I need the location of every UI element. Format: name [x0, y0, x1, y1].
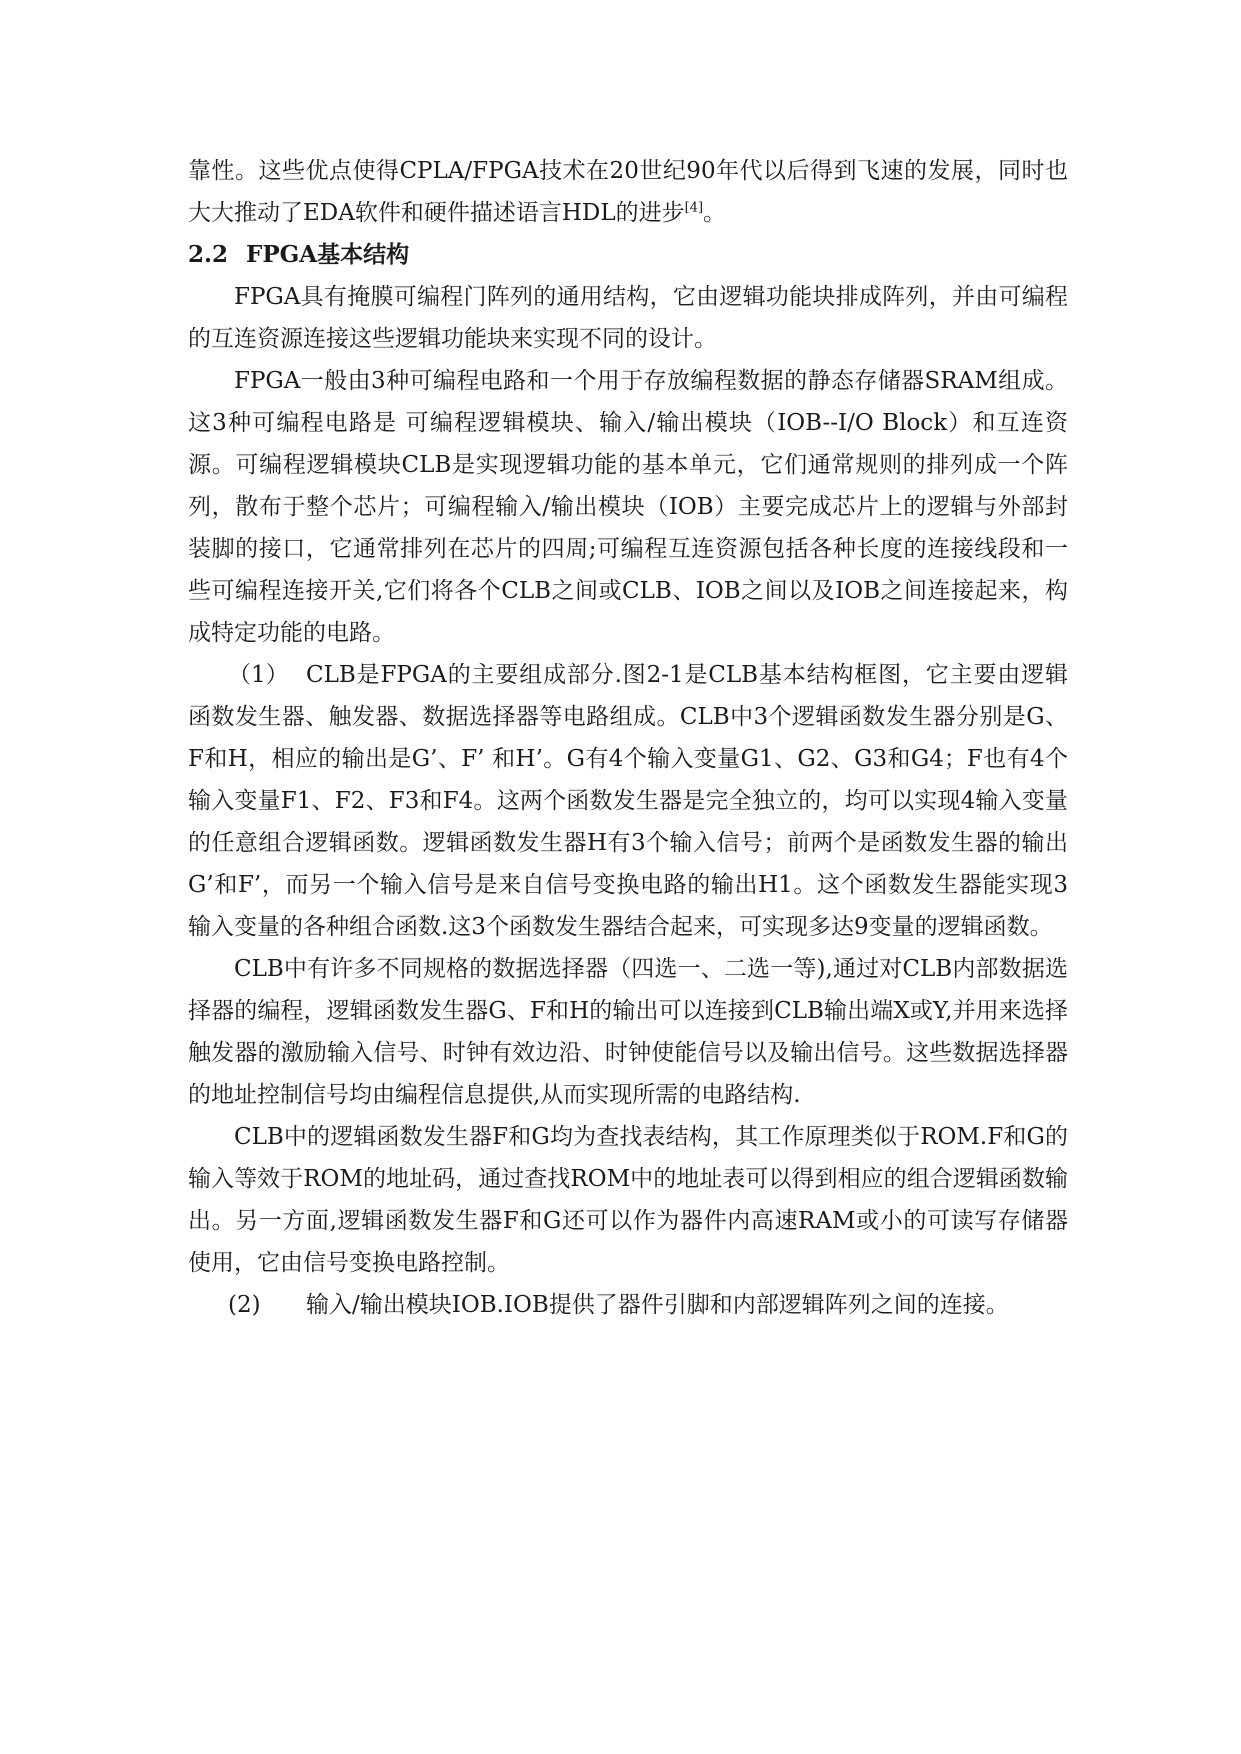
list-item-number: （1） — [228, 662, 289, 688]
paragraph-data-selectors: CLB中有许多不同规格的数据选择器（四选一、二选一等),通过对CLB内部数据选择器的编程，逻辑函数发生器G、F和H的输出可以连接到CLB输出端X或Y,并用来选择触发器的激励输入信号、时钟有效边沿、时钟使能信号以及输出信号。这些数据选择器的地址控制信号均由编程信息提供,从而实现所需的电路结构. — [188, 956, 1068, 1108]
section-number: 2.2 — [188, 241, 229, 268]
paragraph-fpga-components: FPGA一般由3种可编程电路和一个用于存放编程数据的静态存储器SRAM组成。这3种可编程电路是 可编程逻辑模块、输入/输出模块（IOB--I/O Block）和互连资源。可编程逻辑模块CLB是实现逻辑功能的基本单元，它们通常规则的排列成一个阵列，散布于整个芯片；可编程输入/输出模块（IOB）主要完成芯片上的逻辑与外部封装脚的接口，它通常排列在芯片的四周;可编程互连资源包括各种长度的连接线段和一些可编程连接开关,它们将各个CLB之间或CLB、IOB之间以及IOB之间连接起来，构成特定功能的电路。 — [188, 368, 1068, 646]
paragraph-text: 靠性。这些优点使得CPLA/FPGA技术在20世纪90年代以后得到飞速的发展，同时也大大推动了EDA软件和硬件描述语言HDL的进步 — [188, 158, 1068, 226]
paragraph-tail: 。 — [703, 200, 727, 226]
list-item-iob — [188, 1284, 1068, 1326]
list-item-text: CLB是FPGA的主要组成部分.图2-1是CLB基本结构框图，它主要由逻辑函数发生器、触发器、数据选择器等电路组成。CLB中3个逻辑函数发生器分别是G、F和H，相应的输出是G’、F’ 和H’。G有4个输入变量G1、G2、G3和G4；F也有4个输入变量F1、F2、F3和F4。这两个函数发生器是完全独立的，均可以实现4输入变量的任意组合逻辑函数。逻辑函数发生器H有3个输入信号；前两个是函数发生器的输出G’和F’，而另一个输入信号是来自信号变换电路的输出H1。这个函数发生器能实现3输入变量的各种组合函数.这3个函数发生器结合起来，可实现多达9变量的逻辑函数。 — [188, 662, 1068, 940]
paragraph-fpga-structure: FPGA具有掩膜可编程门阵列的通用结构，它由逻辑功能块排成阵列，并由可编程的互连资源连接这些逻辑功能块来实现不同的设计。 — [188, 284, 1068, 352]
list-item-clb — [188, 654, 1068, 948]
continuation-paragraph — [188, 150, 1068, 234]
list-item-number: (2) — [228, 1292, 261, 1318]
section-heading — [188, 234, 1068, 276]
paragraph-lookup-table: CLB中的逻辑函数发生器F和G均为查找表结构，其工作原理类似于ROM.F和G的输入等效于ROM的地址码，通过查找ROM中的地址表可以得到相应的组合逻辑函数输出。另一方面,逻辑函数发生器F和G还可以作为器件内高速RAM或小的可读写存储器使用，它由信号变换电路控制。 — [188, 1124, 1068, 1276]
section-title: FPGA基本结构 — [246, 241, 410, 268]
citation-ref: [4] — [684, 200, 704, 216]
document-page — [188, 150, 1068, 1326]
list-item-text: 输入/输出模块IOB.IOB提供了器件引脚和内部逻辑阵列之间的连接。 — [306, 1292, 1009, 1318]
